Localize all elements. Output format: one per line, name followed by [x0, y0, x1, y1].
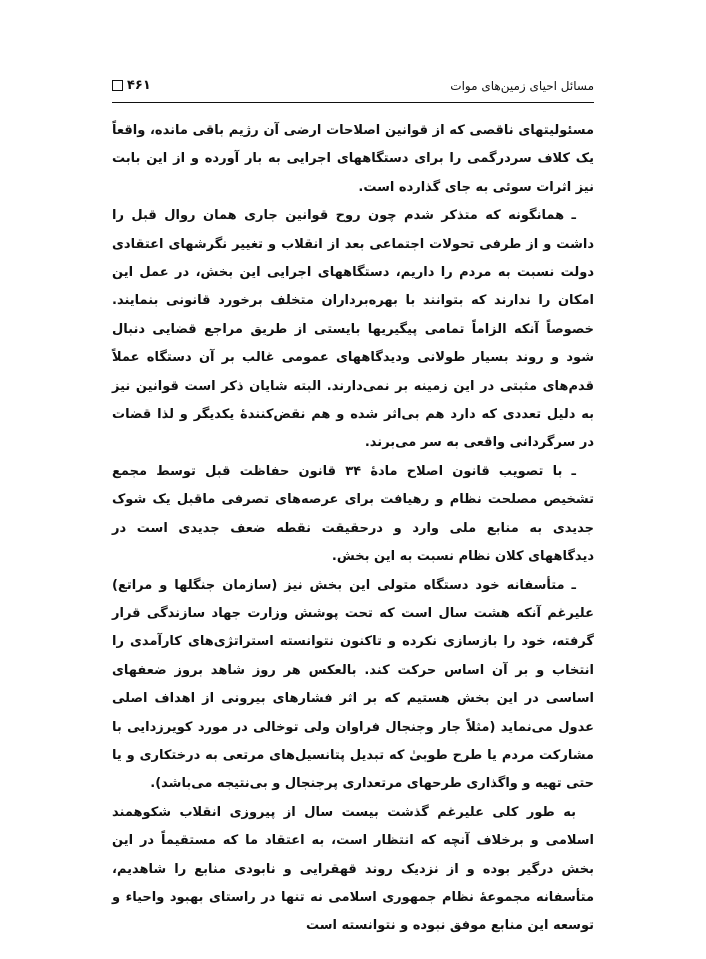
body-text: [112, 117, 594, 941]
page-marker-icon: [112, 80, 123, 91]
header-rule: [112, 102, 594, 103]
page-header: [112, 77, 594, 99]
paragraph: ـ همانگونه که متذکر شدم چون روح قوانین جاری همان روال قبل را داشت و از طرفی تحولات اجتماعی بعد از انقلاب و تغییر نگرشهای اعتقادی دولت نسبت به مردم را داریم، دستگاههای اجرایی این بخش، در عمل این امکان را ندارند که بتوانند با بهره‌برداران متخلف برخورد قانونی بنمایند. خصوصاً آنکه الزاماً تمامی پیگیریها بایستی از طریق مراجع قضایی دنبال شود و روند بسیار طولانی ودیدگاههای عمومی غالب بر آن دستگاه عملاً قدم‌های مثبتی در این زمینه بر نمی‌دارند. البته شایان ذکر است قوانین نیز به دلیل تعددی که دارد هم بی‌اثر شده و هم نقض‌کنندهٔ یکدیگر و لذا قضات در سرگردانی واقعی به سر می‌برند.: [112, 208, 594, 451]
page-number-value: ۴۶۱: [127, 78, 151, 93]
running-title: مسائل احیای زمین‌های موات: [450, 79, 594, 93]
paragraph: مسئولیتهای ناقصی که از قوانین اصلاحات ارضی آن رژیم باقی مانده، واقعاً یک کلاف سردرگمی را برای دستگاههای اجرایی به بار آورده و از این بابت نیز اثرات سوئی به جای گذارده است.: [112, 123, 594, 195]
paragraph: به طور کلی علیرغم گذشت بیست سال از پیروزی انقلاب شکوهمند اسلامی و برخلاف آنچه که انتظار است، به اعتقاد ما که مستقیماً در این بخش درگیر بوده و از نزدیک روند قهقرایی و نابودی منابع را شاهدیم، متأسفانه مجموعهٔ نظام جمهوری اسلامی نه تنها در راستای بهبود واحیاء و توسعه این منابع موفق نبوده و نتوانسته است: [112, 804, 594, 934]
page-number: [112, 78, 151, 93]
paragraph: ـ با تصویب قانون اصلاح مادهٔ ۳۴ قانون حفاظت قبل توسط مجمع تشخیص مصلحت نظام و رهیافت برای عرصه‌های تصرفی ماقبل یک شوک جدیدی به منابع ملی وارد و درحقیقت نقطه ضعف جدیدی است در دیدگاههای کلان نظام نسبت به این بخش.: [112, 463, 594, 565]
paragraph: ـ متأسفانه خود دستگاه متولی این بخش نیز (سازمان جنگلها و مراتع) علیرغم آنکه هشت سال است که تحت پوشش وزارت جهاد سازندگی قرار گرفته، خود را بازسازی نکرده و تاکنون نتوانسته استراتژی‌های کارآمدی را انتخاب و بر آن اساس حرکت کند. بالعکس هر روز شاهد بروز ضعفهای اساسی در این بخش هستیم که بر اثر فشارهای بیرونی از اهداف اصلی عدول می‌نماید (مثلاً جار وجنجال فراوان ولی توخالی در مورد کویرزدایی با مشارکت مردم یا طرح طوبیٰ که تبدیل پتانسیل‌های مرتعی به درختکاری و یا حتی تهیه و واگذاری طرحهای مرتعداری پرجنجال و بی‌نتیجه می‌باشد).: [112, 577, 594, 792]
